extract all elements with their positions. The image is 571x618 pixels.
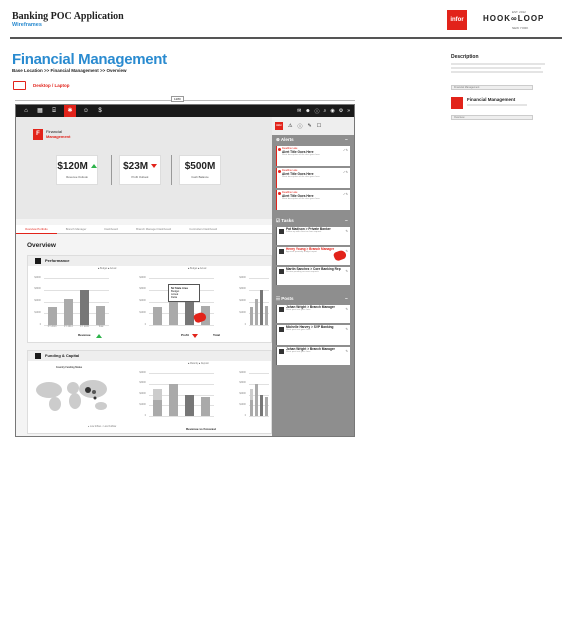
task-title: Henry Young > Branch Manager	[286, 247, 335, 251]
tooltip-row: Budget	[171, 290, 180, 293]
app-frame	[15, 104, 355, 437]
tooltip-row: Actual	[171, 293, 179, 296]
post-title: Johan Wright > Branch Manager	[286, 305, 335, 309]
pin-icon[interactable]: ✎	[307, 123, 312, 129]
avatar	[279, 229, 284, 234]
y-tick-label: $400K	[239, 276, 246, 279]
y-tick-label: $200K	[34, 300, 41, 302]
comment-icon[interactable]: ☐	[316, 123, 322, 129]
avatar	[279, 269, 284, 274]
bar[interactable]	[265, 397, 268, 416]
performance-section	[27, 255, 272, 343]
avatar	[279, 249, 284, 254]
hookloop-logo: HOOK∞LOOP	[483, 14, 545, 23]
top-nav	[16, 105, 354, 117]
tooltip-row: Delta	[171, 296, 178, 299]
y-tick-label: $100K	[139, 403, 146, 406]
y-tick-label: $400K	[34, 276, 41, 279]
info-icon[interactable]: ⓘ	[297, 123, 303, 130]
edit-icon[interactable]: ✎	[345, 249, 348, 253]
kpi-label: Revenue Outlook	[66, 175, 88, 179]
funding-chart-label: Revenue vs Forecast	[186, 427, 217, 431]
gridline	[149, 416, 214, 417]
infor-logo: infor	[447, 10, 467, 30]
gridline	[44, 302, 109, 303]
y-tick-label: $300K	[239, 288, 246, 291]
alert-card[interactable]	[276, 146, 350, 166]
home-icon[interactable]: ⌂	[24, 108, 28, 114]
y-tick-label: 0	[144, 323, 146, 326]
kpi-divider	[171, 155, 172, 185]
alert-tag: Deadline Late	[282, 169, 298, 172]
bar[interactable]	[260, 290, 263, 325]
alerts-title: ⊗ Alerts	[276, 137, 294, 142]
kpi-divider	[111, 155, 112, 185]
bank-icon[interactable]: ⌸	[52, 108, 56, 114]
bar[interactable]	[185, 395, 194, 417]
infor-small-logo: infor	[275, 122, 283, 130]
width-measure-label: 1280	[171, 96, 184, 102]
alert-dot-icon	[278, 192, 281, 195]
post-title: Michelle Harvey > SVP Banking	[286, 325, 334, 329]
profit-chart-label: Profit	[181, 333, 189, 337]
kpi-value: $23M	[120, 161, 160, 172]
monitor-icon	[13, 81, 26, 90]
alert-title: Alert Title Goes Here	[282, 172, 314, 176]
y-tick-label: $400K	[139, 276, 146, 279]
alert-body: Short description of the alert goes here	[282, 176, 320, 178]
task-title: Martin Sanchez > Core Banking Rep	[286, 267, 341, 271]
bar[interactable]	[260, 395, 263, 417]
app-subtitle: Wireframes	[12, 22, 42, 28]
search-icon[interactable]: ⌕	[323, 108, 327, 114]
bar[interactable]	[169, 384, 178, 416]
money-icon[interactable]: $	[98, 108, 102, 114]
kpi-profit[interactable]	[119, 155, 161, 185]
tab-branch-manager[interactable]: Branch Manager	[65, 226, 87, 231]
bar[interactable]	[255, 384, 258, 416]
avatar	[279, 349, 284, 354]
description-title: Description	[451, 54, 479, 60]
alert-dot-icon	[278, 170, 281, 173]
total-chart-label: Total	[213, 333, 220, 337]
bar[interactable]	[96, 306, 105, 325]
y-tick-label: $100K	[139, 311, 146, 314]
alert-body: Short description of the alert goes here	[282, 154, 320, 156]
y-tick-label: $300K	[34, 288, 41, 291]
bar[interactable]	[169, 299, 178, 325]
posts-collapse-button[interactable]: –	[345, 296, 348, 302]
funding-legend: ■ Maturity ■ Deposit	[188, 363, 209, 365]
grid-icon[interactable]: ▦	[37, 108, 43, 114]
task-body: Review pending account requests	[286, 271, 319, 273]
post-card[interactable]	[276, 347, 350, 365]
gear-icon[interactable]: ⚙	[338, 108, 344, 114]
edit-icon[interactable]: ✎	[345, 349, 348, 353]
y-tick-label: $300K	[139, 288, 146, 291]
person-icon[interactable]: ✱	[64, 105, 76, 117]
post-card[interactable]	[276, 325, 350, 345]
alert-title: Alert Title Goes Here	[282, 150, 314, 154]
revenue-chart-label: Revenue	[78, 333, 91, 337]
task-body: Approve quarterly budget report	[286, 251, 317, 253]
description-box: Financial Management	[451, 85, 533, 90]
y-tick-label: $200K	[239, 300, 246, 302]
hookloop-sub: NEW YORK	[512, 26, 529, 30]
description-line	[451, 71, 543, 73]
tasks-collapse-button[interactable]: –	[345, 218, 348, 224]
funding-header: Funding & Capital	[28, 351, 271, 361]
alert-body: Short description of the alert goes here	[282, 198, 320, 200]
activity-sidebar	[272, 117, 354, 436]
performance-icon	[35, 258, 41, 264]
map-title: Country Funding Status	[56, 367, 83, 369]
kpi-revenue[interactable]	[56, 155, 98, 185]
gridline	[149, 278, 214, 279]
y-tick-label: $300K	[139, 382, 146, 385]
edit-icon[interactable]: ✎	[345, 327, 348, 331]
description-line	[467, 104, 527, 106]
check-icon[interactable]: ✓✎	[342, 192, 348, 196]
x-tick-label: FY 2013	[47, 326, 57, 328]
tab-bar	[16, 225, 272, 234]
kpi-value: $500M	[184, 161, 216, 172]
bar[interactable]	[64, 299, 73, 325]
check-icon[interactable]: ✓✎	[342, 170, 348, 174]
kpi-label: Profit Outlook	[131, 175, 149, 179]
sidebar-toolbar	[272, 117, 354, 135]
funding-icon	[35, 353, 41, 359]
bar[interactable]	[153, 400, 162, 416]
app-title: Banking POC Application	[12, 11, 124, 22]
funding-section	[27, 350, 272, 434]
device-label: Desktop / Laptop	[33, 83, 70, 88]
tasks-title: ☑ Tasks	[276, 218, 294, 223]
funding-chart-2[interactable]	[233, 369, 273, 425]
gridline	[149, 325, 214, 326]
gridline	[249, 384, 269, 385]
avatar	[279, 307, 284, 312]
tooltip-title: NJ State Area	[171, 287, 188, 290]
y-tick-label: 0	[244, 323, 246, 326]
width-measure	[15, 100, 355, 101]
bar[interactable]	[250, 400, 253, 416]
user-icon[interactable]: ◉	[330, 108, 335, 114]
y-tick-label: 0	[144, 414, 146, 417]
gridline	[44, 290, 109, 291]
bar[interactable]	[48, 307, 57, 325]
check-icon[interactable]: ✓✎	[342, 148, 348, 152]
brand-line1: Financial	[46, 129, 63, 134]
x-tick-label: Total	[98, 326, 104, 328]
description-line	[451, 63, 545, 65]
y-tick-label: $200K	[139, 393, 146, 395]
post-card[interactable]	[276, 305, 350, 323]
tab-dashboard[interactable]: Dashboard	[104, 226, 119, 231]
alert-card[interactable]	[276, 168, 350, 188]
task-card[interactable]	[276, 227, 350, 245]
y-tick-label: $400K	[239, 371, 246, 374]
avatar	[279, 327, 284, 332]
kpi-cash[interactable]	[179, 155, 221, 185]
alert-title: Alert Title Goes Here	[282, 194, 314, 198]
alert-tag: Deadline Late	[282, 191, 298, 194]
task-card[interactable]	[276, 267, 350, 285]
profit-chart[interactable]	[133, 274, 218, 334]
gridline	[44, 278, 109, 279]
gridline	[149, 373, 214, 374]
post-title: Johan Wright > Branch Manager	[286, 347, 335, 351]
main-content	[16, 117, 272, 436]
y-tick-label: $200K	[139, 300, 146, 302]
edit-icon[interactable]: ✎	[345, 307, 348, 311]
x-tick-label: FY 2014	[64, 326, 73, 328]
page-title: Financial Management	[12, 51, 167, 68]
y-tick-label: $100K	[34, 311, 41, 314]
kpi-area	[16, 117, 272, 219]
kpi-value: $120M	[57, 161, 97, 172]
alert-icon[interactable]: ⚠	[288, 123, 293, 129]
alerts-collapse-button[interactable]: –	[345, 137, 348, 143]
description-box: Overview	[451, 115, 533, 120]
chat-icon[interactable]: ✉	[297, 108, 302, 114]
y-tick-label: $300K	[239, 382, 246, 385]
y-tick-label: $200K	[239, 393, 246, 395]
tab-overview-portfolio[interactable]: Overview Portfolio	[16, 225, 57, 234]
post-body: Short post text goes here	[286, 351, 311, 353]
bar[interactable]	[201, 397, 210, 416]
gridline	[249, 302, 269, 303]
people-icon[interactable]: ☺	[82, 108, 90, 114]
posts-title: ☷ Posts	[276, 296, 294, 301]
gridline	[149, 384, 214, 385]
edit-icon[interactable]: ✎	[345, 269, 348, 273]
bar[interactable]	[255, 299, 258, 325]
task-body: Follow up with client on loan request	[286, 231, 322, 233]
header-divider	[10, 37, 562, 39]
task-title: Pat Madison > Private Banker	[286, 227, 331, 231]
revenue-chart[interactable]	[28, 274, 113, 334]
gridline	[249, 373, 269, 374]
gridline	[249, 278, 269, 279]
breadcrumb: Base Location >> Financial Management >> Overview	[12, 68, 127, 73]
alert-tag: Deadline Late	[282, 147, 298, 150]
brand-line2: Management	[46, 134, 71, 139]
down-arrow-icon	[192, 334, 198, 338]
y-tick-label: $100K	[239, 403, 246, 406]
up-arrow-icon	[96, 334, 102, 338]
alert-dot-icon	[278, 148, 281, 151]
bar[interactable]	[250, 307, 253, 325]
gridline	[249, 290, 269, 291]
hookloop-est: EST. 2012	[512, 10, 526, 14]
performance-header: Performance	[28, 256, 271, 266]
map-legend: ● Low Inflow ○ Low Outflow	[88, 426, 117, 428]
world-map[interactable]	[33, 376, 111, 412]
funding-chart[interactable]	[133, 369, 218, 425]
bar[interactable]	[265, 306, 268, 325]
financial-management-icon	[451, 97, 463, 109]
y-tick-label: $400K	[139, 371, 146, 374]
overview-title: Overview	[27, 242, 56, 249]
alert-card[interactable]	[276, 190, 350, 210]
x-tick-label: FY 2015	[80, 326, 89, 328]
chart-tooltip	[168, 284, 200, 302]
post-body: Short post text goes here	[286, 329, 311, 331]
kpi-label: Cash Balance	[191, 175, 209, 179]
performance-legend: ■ Budget ■ Actual	[188, 268, 207, 270]
y-tick-label: $100K	[239, 311, 246, 314]
bar[interactable]	[80, 290, 89, 325]
tab-branch-manager-dashboard[interactable]: Branch Manager Dashboard	[136, 226, 172, 231]
total-chart[interactable]	[233, 274, 273, 334]
bar[interactable]	[153, 307, 162, 325]
y-tick-label: 0	[244, 414, 246, 417]
users-icon[interactable]: ☻	[305, 108, 311, 114]
description-line	[451, 67, 541, 69]
tab-controllers-dashboard[interactable]: Controllers Dashboard	[189, 226, 218, 231]
description-item-title: Financial Management	[467, 97, 516, 102]
gridline	[249, 416, 269, 417]
edit-icon[interactable]: ✎	[345, 229, 348, 233]
down-arrow-icon	[151, 164, 157, 168]
gridline	[249, 325, 269, 326]
fm-logo-icon: F	[33, 129, 43, 140]
expand-icon[interactable]: »	[347, 108, 350, 114]
post-body: Short post text goes here	[286, 309, 311, 311]
info-icon[interactable]: ⓘ	[314, 108, 320, 115]
performance-legend: ■ Budget ■ Actual	[98, 268, 117, 270]
up-arrow-icon	[91, 164, 97, 168]
y-tick-label: 0	[39, 323, 41, 326]
